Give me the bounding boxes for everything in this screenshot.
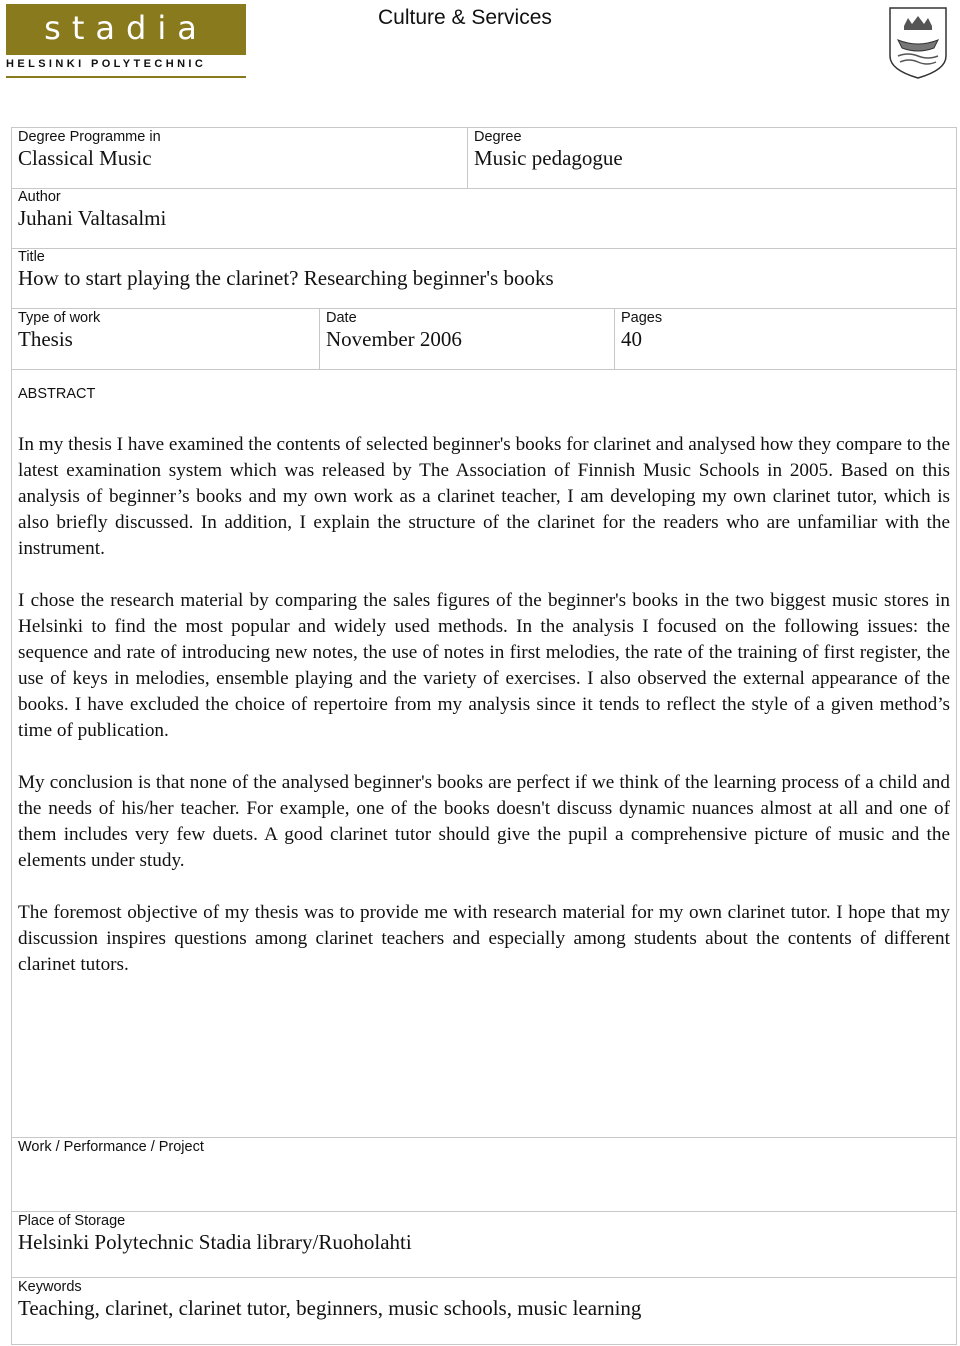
- pages-value: 40: [621, 327, 642, 351]
- divider: [11, 369, 957, 370]
- divider: [11, 308, 957, 309]
- keywords-value: Teaching, clarinet, clarinet tutor, beginners, music schools, music learning: [18, 1296, 642, 1320]
- programme-value: Classical Music: [18, 146, 152, 170]
- logo-rule: [6, 52, 246, 55]
- logo-box: [6, 4, 246, 52]
- divider: [614, 308, 615, 369]
- author-value: Juhani Valtasalmi: [18, 206, 167, 230]
- work-label: Work / Performance / Project: [18, 1139, 204, 1155]
- abstract-paragraph: The foremost objective of my thesis was to provide me with research material for my own clarinet tutor. I hope that my discussion inspires questions among clarinet teachers and especially among students about the contents of different clarinet tutors.: [18, 902, 950, 975]
- divider: [467, 127, 468, 189]
- abstract-body: [18, 432, 950, 1004]
- title-label: Title: [18, 249, 45, 265]
- storage-cell: [18, 1213, 412, 1255]
- divider: [11, 1211, 957, 1212]
- degree-value: Music pedagogue: [474, 146, 623, 170]
- logo-wordmark: stadia: [44, 9, 208, 47]
- keywords-label: Keywords: [18, 1279, 82, 1295]
- pages-label: Pages: [621, 310, 663, 326]
- abstract-label: ABSTRACT: [18, 386, 96, 402]
- title-cell: [18, 249, 554, 291]
- title-value: How to start playing the clarinet? Researching beginner's books: [18, 266, 554, 290]
- department-title: Culture & Services: [378, 6, 552, 29]
- type-value: Thesis: [18, 327, 73, 351]
- storage-value: Helsinki Polytechnic Stadia library/Ruoholahti: [18, 1230, 412, 1254]
- keywords-cell: [18, 1279, 641, 1321]
- author-label: Author: [18, 189, 61, 205]
- degree-cell: [474, 129, 623, 171]
- date-cell: [326, 310, 462, 352]
- date-label: Date: [326, 310, 357, 326]
- type-cell: [18, 310, 100, 352]
- date-value: November 2006: [326, 327, 462, 351]
- abstract-paragraph: My conclusion is that none of the analysed beginner's books are perfect if we think of the learning process of a child and the needs of his/her teacher. For example, one of the books doesn't discuss dynamic nuances almost at all and one of them includes very few duets. A good clarinet tutor should give the pupil a comprehensive picture of music and the elements under study.: [18, 772, 950, 871]
- logo-subtitle: HELSINKI POLYTECHNIC: [6, 58, 207, 70]
- degree-label: Degree: [474, 129, 522, 145]
- programme-label: Degree Programme in: [18, 129, 161, 145]
- divider: [11, 1137, 957, 1138]
- programme-cell: [18, 129, 161, 171]
- abstract-paragraph: I chose the research material by comparing the sales figures of the beginner's books in the two biggest music stores in Helsinki to find the most popular and widely used methods. In the analysis I focused on the following issues: the sequence and rate of introducing new notes, the use of notes in first melodies, the rate of the training of first register, the use of keys in melodies, ensemble playing and the variety of exercises. I also observed the external appearance of the books. I have excluded the choice of repertoire from my analysis since it tends to reflect the style of a given method’s time of publication.: [18, 590, 950, 741]
- storage-label: Place of Storage: [18, 1213, 126, 1229]
- work-cell: [18, 1139, 204, 1155]
- type-label: Type of work: [18, 310, 101, 326]
- pages-cell: [621, 310, 662, 352]
- divider: [11, 1277, 957, 1278]
- helsinki-crest-icon: [886, 4, 950, 80]
- author-cell: [18, 189, 166, 231]
- divider: [319, 308, 320, 369]
- abstract-paragraph: In my thesis I have examined the contents of selected beginner's books for clarinet and analysed how they compare to the latest examination system which was released by The Association of Finnish Music Schools in 2005. Based on this analysis of beginner’s books and my own work as a clarinet teacher, I am developing my own clarinet tutor, which is also briefly discussed. In addition, I explain the structure of the clarinet for the readers who are unfamiliar with the instrument.: [18, 434, 950, 559]
- logo-rule-bottom: [6, 76, 246, 78]
